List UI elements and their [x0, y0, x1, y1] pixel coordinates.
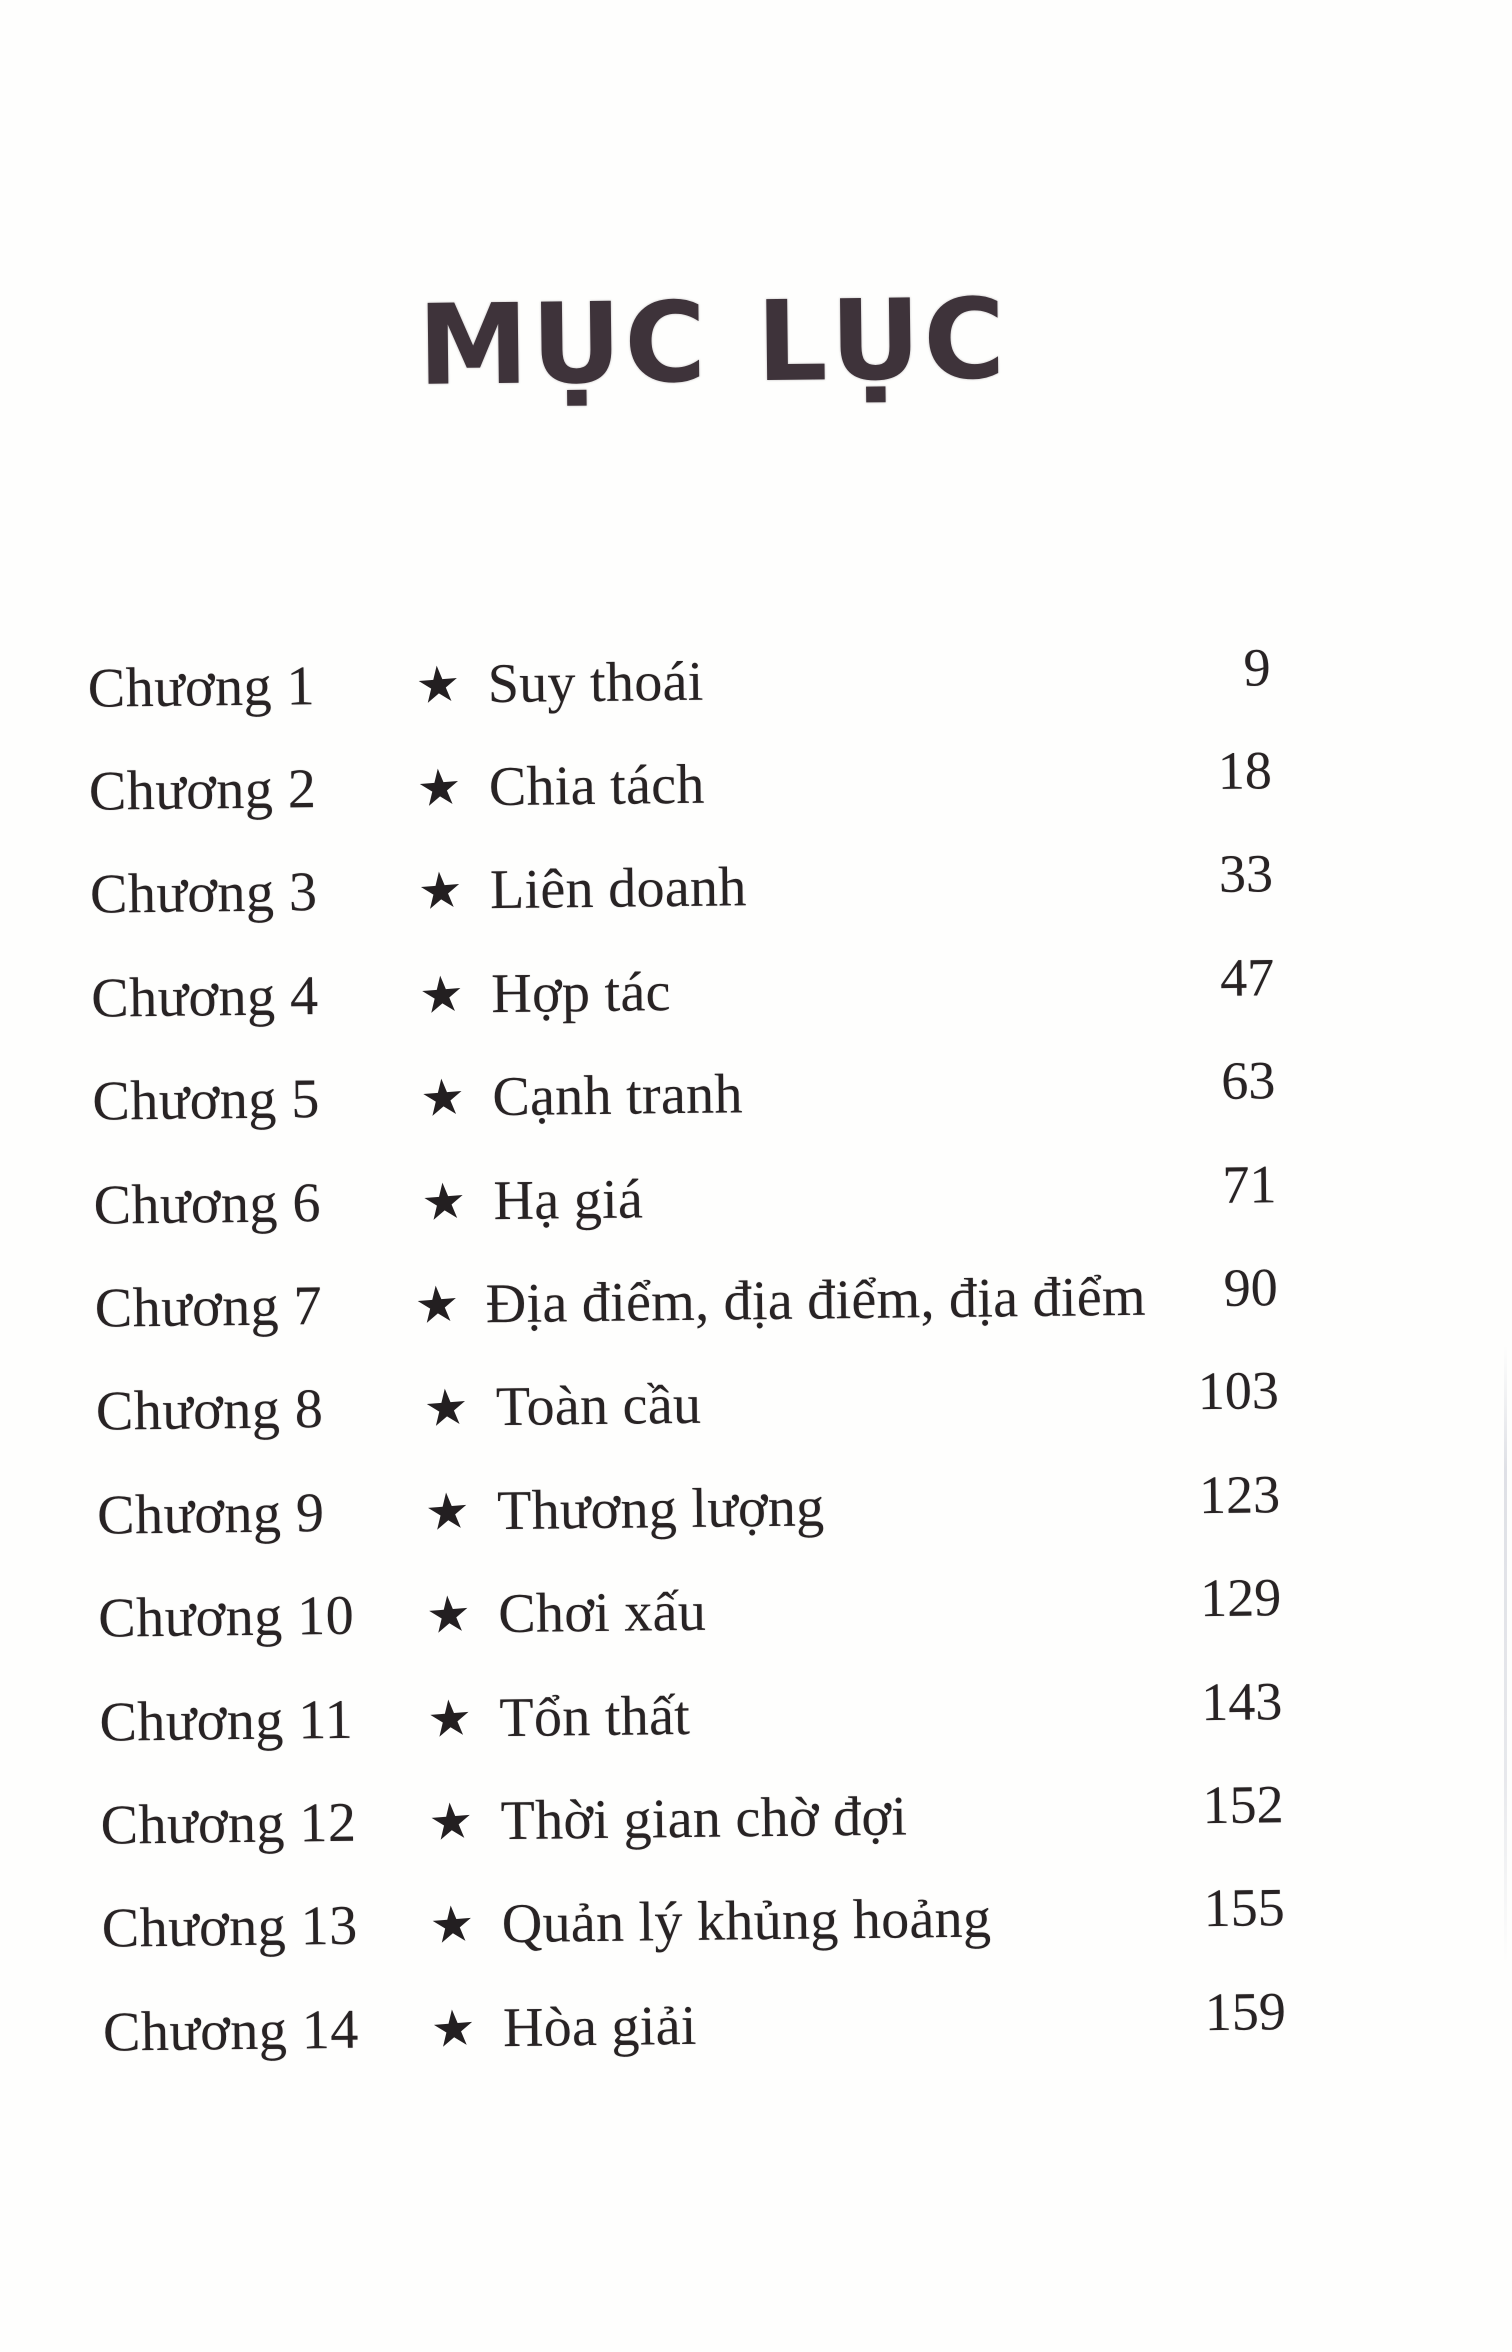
star-cell [403, 1997, 504, 2060]
star-cell [393, 1170, 494, 1233]
chapter-label: Chương 10 [97, 1584, 355, 1650]
chapter-label: Chương 3 [89, 861, 318, 927]
star-cell [396, 1377, 497, 1439]
star-cell [402, 1894, 503, 1956]
chapter-label: Chương 6 [93, 1171, 322, 1237]
toc-entry [99, 1657, 1283, 1774]
chapter-label: Chương 12 [100, 1791, 357, 1857]
page-edge-scan-artifact [1504, 1345, 1507, 1965]
star-cell [398, 1584, 499, 1646]
chapter-label: Chương 7 [94, 1275, 323, 1340]
chapter-title: Địa điểm, địa điểm, địa điểm [485, 1265, 1147, 1336]
page-number: 129 [1199, 1567, 1282, 1629]
toc-entry [95, 1347, 1279, 1464]
star-cell [388, 1274, 486, 1336]
chapter-title: Chơi xấu [497, 1580, 707, 1646]
toc-entry [100, 1761, 1284, 1878]
chapter-label: Chương 11 [99, 1688, 354, 1754]
chapter-title: Hợp tác [490, 960, 672, 1025]
page-number: 63 [1220, 1050, 1276, 1112]
toc-entry [90, 830, 1274, 947]
toc-entry [97, 1450, 1281, 1567]
star-icon: ★ [425, 1790, 476, 1853]
chapter-label: Chương 13 [101, 1895, 359, 1960]
star-icon: ★ [413, 653, 463, 716]
star-icon: ★ [418, 1170, 469, 1233]
star-cell [387, 653, 488, 716]
page-number: 90 [1223, 1257, 1278, 1318]
toc-entry [92, 1037, 1276, 1154]
star-cell [400, 1790, 501, 1853]
star-icon: ★ [414, 757, 464, 819]
star-icon: ★ [421, 1377, 471, 1439]
page-number: 9 [1243, 636, 1271, 698]
star-icon: ★ [417, 1067, 468, 1129]
chapter-title: Thương lượng [496, 1476, 825, 1542]
toc-entry [93, 1140, 1277, 1257]
star-icon: ★ [422, 1480, 472, 1543]
page-number: 123 [1198, 1464, 1281, 1525]
star-icon: ★ [424, 1687, 475, 1749]
chapter-title: Suy thoái [487, 650, 704, 715]
toc-entry [91, 933, 1275, 1050]
page-number: 18 [1217, 740, 1273, 801]
star-icon: ★ [412, 1274, 462, 1336]
star-icon: ★ [415, 860, 465, 922]
toc-entry [101, 1864, 1285, 1981]
chapter-title: Hạ giá [493, 1168, 644, 1232]
chapter-label: Chương 14 [102, 1998, 360, 2064]
chapter-label: Chương 5 [92, 1068, 321, 1133]
toc-entry [88, 727, 1272, 844]
toc-entry [94, 1244, 1278, 1361]
star-cell [389, 757, 490, 819]
toc-entry [87, 623, 1271, 740]
page-title: MỤC LỤC [417, 275, 1009, 411]
toc-entry [102, 1967, 1286, 2084]
page-number: 103 [1197, 1360, 1280, 1422]
page-number: 143 [1200, 1670, 1283, 1732]
chapter-title: Liên doanh [489, 856, 747, 922]
star-icon: ★ [423, 1584, 473, 1646]
chapter-label: Chương 9 [96, 1481, 325, 1547]
page-number: 155 [1203, 1877, 1286, 1939]
page-number: 159 [1204, 1980, 1287, 2042]
star-cell [392, 1067, 493, 1129]
star-icon: ★ [416, 963, 466, 1026]
chapter-label: Chương 2 [88, 758, 317, 823]
chapter-label: Chương 1 [87, 654, 316, 720]
page-number: 71 [1222, 1153, 1277, 1215]
star-cell [397, 1480, 498, 1543]
page-number: 33 [1218, 843, 1274, 905]
toc-entry [98, 1554, 1282, 1671]
page-number: 152 [1202, 1774, 1284, 1836]
chapter-title: Cạnh tranh [492, 1063, 744, 1129]
chapter-label: Chương 4 [90, 964, 319, 1030]
table-of-contents [87, 623, 1286, 2084]
page-number: 47 [1219, 947, 1275, 1008]
chapter-title: Hòa giải [502, 1994, 697, 2059]
chapter-title: Tổn thất [499, 1684, 691, 1749]
star-cell [390, 860, 491, 922]
chapter-label: Chương 8 [95, 1378, 324, 1444]
chapter-title: Chia tách [488, 753, 705, 819]
star-cell [399, 1687, 500, 1749]
chapter-title: Quản lý khủng hoảng [501, 1887, 992, 1956]
chapter-title: Toàn cầu [495, 1374, 702, 1439]
star-icon: ★ [427, 1894, 477, 1956]
star-icon: ★ [428, 1997, 478, 2060]
star-cell [391, 963, 492, 1026]
chapter-title: Thời gian chờ đợi [500, 1785, 908, 1853]
